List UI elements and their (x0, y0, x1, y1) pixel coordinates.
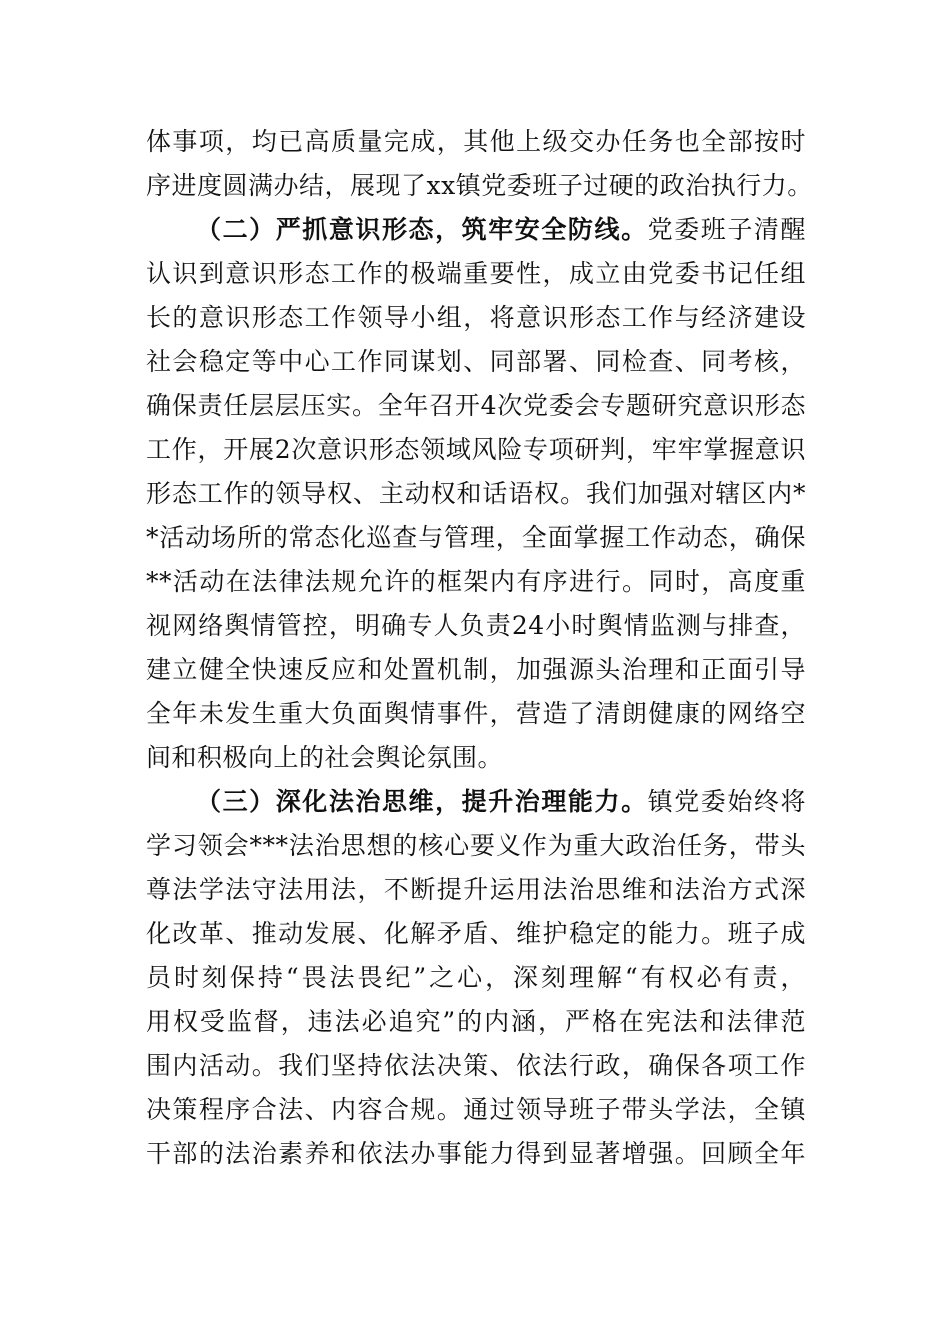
text-line: 工作，开展2次意识形态领域风险专项研判，牢牢掌握意识 (146, 435, 806, 464)
text-line: 体事项，均已高质量完成，其他上级交办任务也全部按时 (146, 127, 806, 156)
text-line: 建立健全快速反应和处置机制，加强源头治理和正面引导 (146, 655, 806, 684)
section-heading: （三）深化法治思维，提升治理能力。 (196, 787, 648, 816)
text-segment: 党委班子清醒 (647, 215, 806, 244)
text-line: 序进度圆满办结，展现了xx镇党委班子过硬的政治执行力。 (146, 171, 813, 200)
text-line: 视网络舆情管控，明确专人负责24小时舆情监测与排查， (146, 611, 806, 640)
text-line: 尊法学法守法用法，不断提升运用法治思维和法治方式深 (146, 875, 806, 904)
text-line: **活动在法律法规允许的框架内有序进行。同时，高度重 (146, 567, 806, 596)
text-line: 认识到意识形态工作的极端重要性，成立由党委书记任组 (146, 259, 806, 288)
text-line: *活动场所的常态化巡查与管理，全面掌握工作动态，确保 (146, 523, 806, 552)
text-line: 用权受监督，违法必追究”的内涵，严格在宪法和法律范 (146, 1007, 806, 1036)
text-line: 间和积极向上的社会舆论氛围。 (146, 743, 504, 772)
section-heading: （二）严抓意识形态，筑牢安全防线。 (196, 215, 648, 244)
text-line: 确保责任层层压实。全年召开4次党委会专题研究意识形态 (146, 391, 806, 420)
text-line: 学习领会***法治思想的核心要义作为重大政治任务，带头 (146, 831, 806, 860)
section-heading-line (196, 782, 806, 822)
text-line: 形态工作的领导权、主动权和话语权。我们加强对辖区内* (146, 479, 806, 508)
text-line: 干部的法治素养和依法办事能力得到显著增强。回顾全年 (146, 1139, 806, 1168)
text-line: 全年未发生重大负面舆情事件，营造了清朗健康的网络空 (146, 699, 806, 728)
text-line: 化改革、推动发展、化解矛盾、维护稳定的能力。班子成 (146, 919, 806, 948)
text-line: 决策程序合法、内容合规。通过领导班子带头学法，全镇 (146, 1095, 806, 1124)
text-line: 社会稳定等中心工作同谋划、同部署、同检查、同考核， (146, 347, 806, 376)
text-line: 员时刻保持“畏法畏纪”之心，深刻理解“有权必有责， (146, 963, 806, 992)
text-line: 长的意识形态工作领导小组，将意识形态工作与经济建设 (146, 303, 806, 332)
text-segment: 镇党委始终将 (647, 787, 806, 816)
section-heading-line (196, 210, 806, 250)
text-line: 围内活动。我们坚持依法决策、依法行政，确保各项工作 (146, 1051, 806, 1080)
